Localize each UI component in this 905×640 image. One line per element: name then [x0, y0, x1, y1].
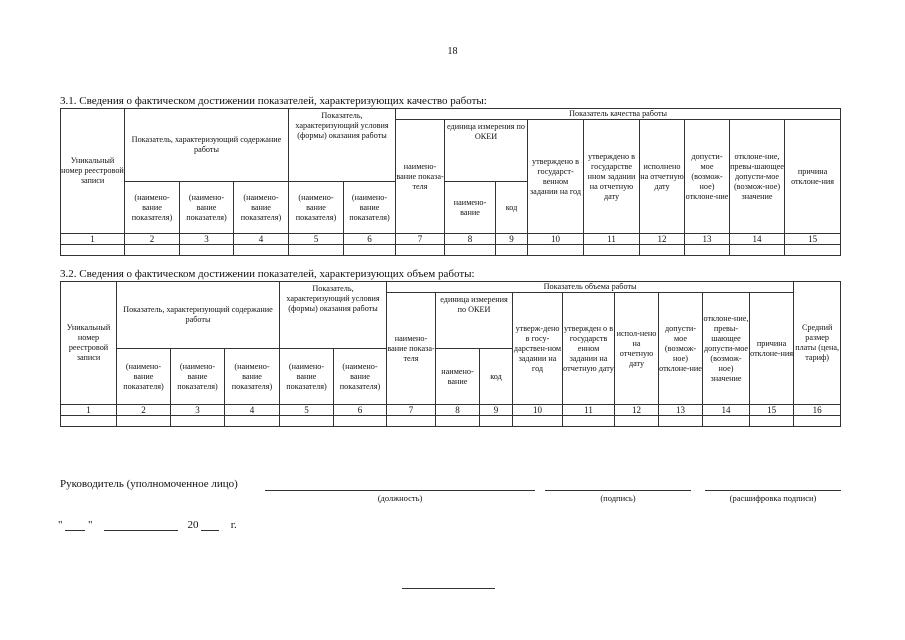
empty-cell[interactable]: [234, 245, 289, 256]
sub-label: (наимено-вание показателя): [125, 182, 180, 234]
name-decode-caption: (расшифровка подписи): [729, 493, 817, 503]
col-deviation-reason: причина отклоне-ния: [750, 293, 794, 405]
sub-label: (наимено-вание показателя): [344, 182, 396, 234]
empty-cell[interactable]: [480, 416, 513, 427]
col-unit-name: наимено-вание: [445, 182, 496, 234]
empty-cell[interactable]: [563, 416, 615, 427]
col-number: 7: [387, 405, 436, 416]
col-unit-name: наимено-вание: [436, 349, 480, 405]
open-quote: ": [58, 519, 63, 531]
col-number: 9: [496, 234, 528, 245]
sub-label: (наимено-вание показателя): [117, 349, 171, 405]
sub-label: (наимено-вание показателя): [334, 349, 387, 405]
position-line[interactable]: [265, 490, 535, 491]
empty-cell[interactable]: [117, 416, 171, 427]
col-exceeding-deviation: отклоне-ние, превы-шающее допусти-мое (возмож-ное) значение: [730, 120, 785, 234]
empty-cell[interactable]: [794, 416, 841, 427]
col-content-indicator: Показатель, характеризующий содержание работы: [125, 109, 289, 182]
col-allowed-deviation: допусти-мое (возмож-ное) отклоне-ние: [685, 120, 730, 234]
col-number: 3: [171, 405, 225, 416]
empty-cell[interactable]: [289, 245, 344, 256]
col-number: 14: [730, 234, 785, 245]
empty-cell[interactable]: [615, 416, 659, 427]
empty-cell[interactable]: [584, 245, 640, 256]
col-allowed-deviation: допусти-мое (возмож-ное) отклоне-ние: [659, 293, 703, 405]
col-indicator-name: наимено-вание показа-теля: [396, 120, 445, 234]
empty-cell[interactable]: [703, 416, 750, 427]
numbering-row: [61, 234, 841, 245]
col-approved-year: утверждено в государст-венном задании на год: [528, 120, 584, 234]
close-quote: ": [88, 519, 93, 531]
year-field[interactable]: [201, 519, 219, 531]
empty-data-row: [61, 416, 841, 427]
signature-line[interactable]: [545, 490, 691, 491]
name-decode-line[interactable]: [705, 490, 841, 491]
col-approved-year: утверж-дено в госу-дарствен-ном задании на год: [513, 293, 563, 405]
col-done: испол-нено на отчетную дату: [615, 293, 659, 405]
col-indicator-name: наимено-вание показа-теля: [387, 293, 436, 405]
group-header-quality: Показатель качества работы: [396, 109, 841, 120]
sub-label: (наимено-вание показателя): [234, 182, 289, 234]
empty-cell[interactable]: [640, 245, 685, 256]
year-prefix: 20: [187, 519, 199, 531]
empty-cell[interactable]: [528, 245, 584, 256]
col-average-fee: Средний размер платы (цена, тариф): [794, 282, 841, 405]
col-number: 11: [563, 405, 615, 416]
col-unique-record: Уникальный номер реестровой записи: [61, 282, 117, 405]
empty-cell[interactable]: [496, 245, 528, 256]
quality-table: [60, 108, 841, 256]
col-number: 14: [703, 405, 750, 416]
col-unit-code: код: [480, 349, 513, 405]
col-number: 5: [289, 234, 344, 245]
col-number: 10: [513, 405, 563, 416]
col-number: 7: [396, 234, 445, 245]
col-number: 8: [436, 405, 480, 416]
col-unit: единица измерения по ОКЕИ: [445, 120, 528, 182]
col-number: 10: [528, 234, 584, 245]
year-suffix: г.: [230, 519, 237, 531]
empty-cell[interactable]: [436, 416, 480, 427]
col-number: 1: [61, 405, 117, 416]
empty-cell[interactable]: [685, 245, 730, 256]
col-done: исполнено на отчетную дату: [640, 120, 685, 234]
group-header-volume: Показатель объема работы: [387, 282, 794, 293]
footer-separator-line: [402, 588, 495, 589]
empty-cell[interactable]: [225, 416, 280, 427]
col-number: 11: [584, 234, 640, 245]
col-number: 5: [280, 405, 334, 416]
page-number: 18: [447, 46, 458, 57]
volume-table: [60, 281, 841, 427]
empty-cell[interactable]: [785, 245, 841, 256]
empty-cell[interactable]: [280, 416, 334, 427]
empty-cell[interactable]: [61, 245, 125, 256]
month-field[interactable]: [104, 519, 178, 531]
empty-cell[interactable]: [344, 245, 396, 256]
col-approved-date: утверждено в государстве нном задании на отчетную дату: [584, 120, 640, 234]
sub-label: (наимено-вание показателя): [180, 182, 234, 234]
day-field[interactable]: [65, 519, 85, 531]
col-number: 12: [615, 405, 659, 416]
col-unit-code: код: [496, 182, 528, 234]
col-conditions-indicator: Показатель, характеризующий условия (формы) оказания работы: [289, 109, 396, 182]
col-deviation-reason: причина отклоне-ния: [785, 120, 841, 234]
sub-label: (наимено-вание показателя): [289, 182, 344, 234]
col-number: 15: [785, 234, 841, 245]
empty-cell[interactable]: [513, 416, 563, 427]
signature-caption: (подпись): [600, 493, 636, 503]
position-caption: (должность): [377, 493, 423, 503]
col-number: 1: [61, 234, 125, 245]
col-number: 6: [334, 405, 387, 416]
empty-cell[interactable]: [387, 416, 436, 427]
empty-data-row: [61, 245, 841, 256]
sub-label: (наимено-вание показателя): [225, 349, 280, 405]
col-number: 4: [234, 234, 289, 245]
col-content-indicator: Показатель, характеризующий содержание работы: [117, 282, 280, 349]
signature-label: Руководитель (уполномоченное лицо): [60, 478, 238, 490]
col-number: 6: [344, 234, 396, 245]
section-title-quality: 3.1. Сведения о фактическом достижении показателей, характеризующих качество работы:: [60, 95, 487, 107]
date-row: [58, 519, 237, 531]
empty-cell[interactable]: [61, 416, 117, 427]
col-number: 2: [117, 405, 171, 416]
section-title-volume: 3.2. Сведения о фактическом достижении показателей, характеризующих объем работы:: [60, 268, 475, 280]
col-exceeding-deviation: отклоне-ние, превы-шающее допусти-мое (возмож-ное) значение: [703, 293, 750, 405]
empty-cell[interactable]: [730, 245, 785, 256]
col-number: 16: [794, 405, 841, 416]
col-approved-date: утвержден о в государств енном задании на отчетную дату: [563, 293, 615, 405]
empty-cell[interactable]: [750, 416, 794, 427]
col-number: 8: [445, 234, 496, 245]
col-number: 13: [659, 405, 703, 416]
col-number: 13: [685, 234, 730, 245]
numbering-row: [61, 405, 841, 416]
col-number: 3: [180, 234, 234, 245]
empty-cell[interactable]: [396, 245, 445, 256]
sub-label: (наимено-вание показателя): [171, 349, 225, 405]
col-number: 2: [125, 234, 180, 245]
col-number: 9: [480, 405, 513, 416]
empty-cell[interactable]: [659, 416, 703, 427]
col-number: 12: [640, 234, 685, 245]
col-unique-record: Уникальный номер реестровой записи: [61, 109, 125, 234]
col-number: 15: [750, 405, 794, 416]
col-conditions-indicator: Показатель, характеризующий условия (формы) оказания работы: [280, 282, 387, 349]
sub-label: (наимено-вание показателя): [280, 349, 334, 405]
empty-cell[interactable]: [334, 416, 387, 427]
empty-cell[interactable]: [171, 416, 225, 427]
empty-cell[interactable]: [445, 245, 496, 256]
col-number: 4: [225, 405, 280, 416]
col-unit: единица измерения по ОКЕИ: [436, 293, 513, 349]
empty-cell[interactable]: [125, 245, 180, 256]
empty-cell[interactable]: [180, 245, 234, 256]
